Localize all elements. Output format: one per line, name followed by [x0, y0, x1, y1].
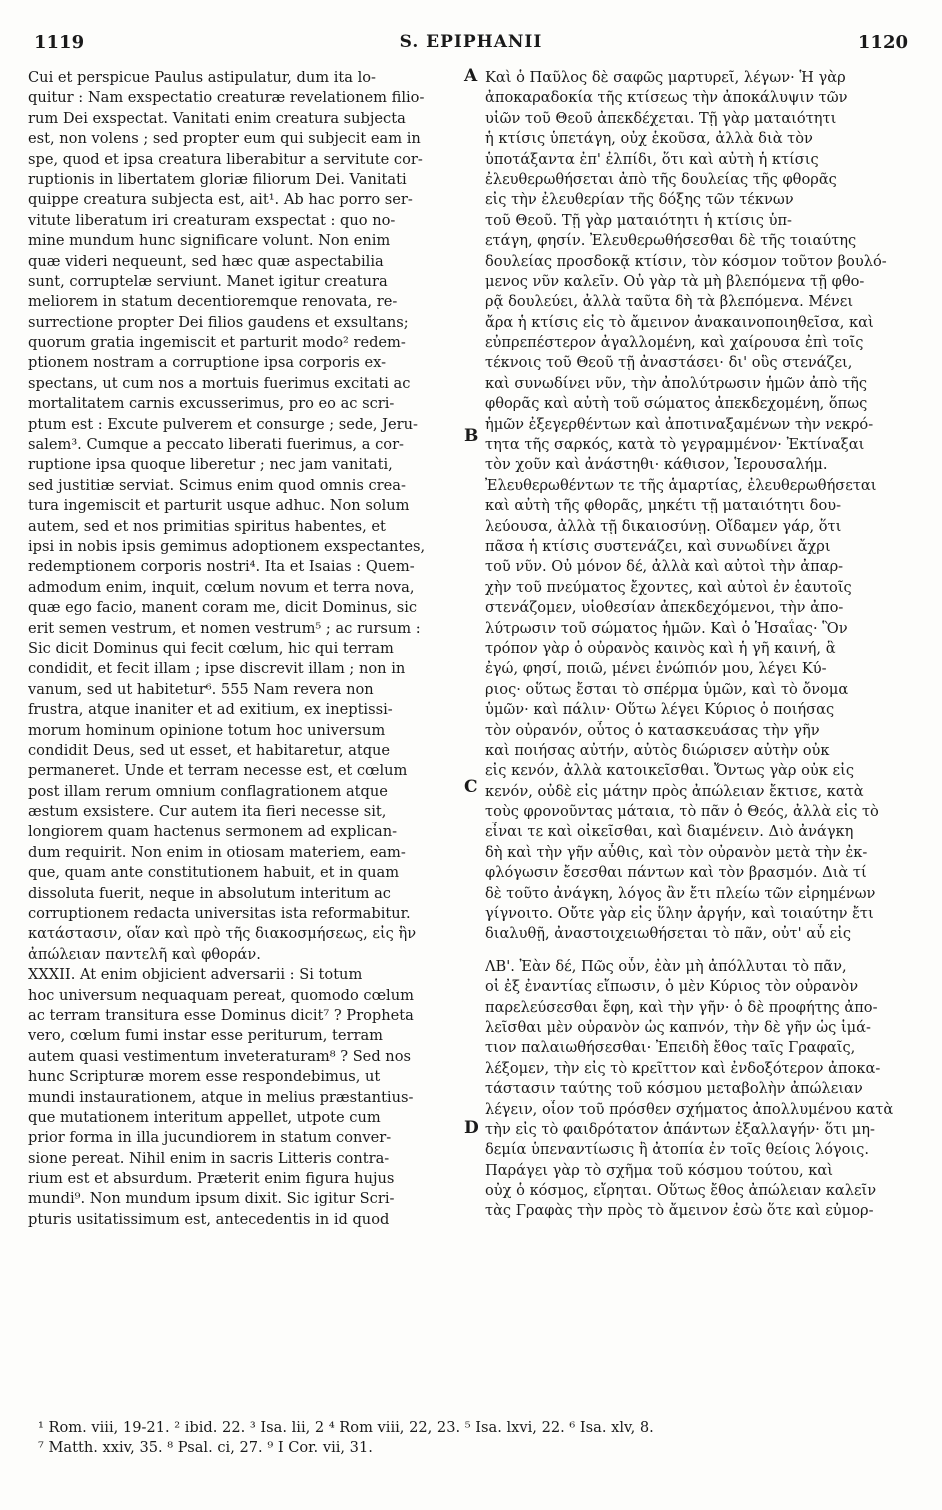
footnote-line: ⁷ Matth. xxiv, 35. ⁸ Psal. ci, 27. ⁹ I Cor. vii, 31.	[38, 1439, 373, 1456]
text-line: εὐπρεπέστερον ἀγαλλομένη, καὶ χαίρουσα ἐπὶ τοῖς	[485, 334, 864, 352]
text-line: longiorem quam hactenus sermonem ad explican-	[28, 823, 398, 841]
footnote-line: ¹ Rom. viii, 19-21. ² ibid. 22. ³ Isa. lii, 2 ⁴ Rom viii, 22, 23. ⁵ Isa. lxvi, 22. ⁶ Isa. xlv, 8.	[38, 1419, 654, 1436]
text-line: λέγειν, οἷον τοῦ πρόσθεν σχήματος ἀπολλυμένου κατὰ	[485, 1100, 894, 1118]
text-line: permaneret. Unde et terram necesse est, et cœlum	[28, 762, 408, 780]
text-line: τὴν εἰς τὸ φαιδρότατον ἁπάντων ἐξαλλαγήν· ὅτι μη-	[485, 1120, 875, 1138]
text-line: τάστασιν ταύτης τοῦ κόσμου μεταβολὴν ἀπώλειαν	[485, 1080, 863, 1098]
text-line: γίγνοιτο. Οὔτε γὰρ εἰς ὕλην ἀργήν, καὶ τοιαύτην ἔτι	[485, 905, 874, 923]
text-line: rium est et absurdum. Præterit enim figura hujus	[28, 1170, 395, 1188]
text-line: hoc universum nequaquam pereat, quomodo cœlum	[28, 986, 414, 1004]
text-line: spe, quod et ipsa creatura liberabitur a servitute cor-	[28, 150, 423, 168]
column-marker-a: A	[464, 66, 478, 86]
running-title: S. EPIPHANII	[399, 32, 543, 52]
text-line: autem, sed et nos primitias spiritus habentes, et	[28, 517, 386, 535]
text-line: ἐγώ, φησί, ποιῶ, μένει ἐνώπιόν μου, λέγει Κύ-	[485, 660, 827, 678]
text-line: æstum exsistere. Cur autem ita fieri necesse sit,	[28, 803, 387, 821]
text-line: hunc Scripturæ morem esse respondebimus, ut	[28, 1068, 381, 1086]
column-marker-c: C	[464, 777, 478, 797]
text-line: καὶ συνωδίνει νῦν, τὴν ἀπολύτρωσιν ἡμῶν ἀπὸ τῆς	[485, 374, 868, 392]
text-line: τοὺς φρονοῦντας μάταια, τὸ πᾶν ὁ Θεός, ἀλλὰ εἰς τὸ	[485, 803, 879, 821]
text-line: εἰς τὴν ἐλευθερίαν τῆς δόξης τῶν τέκνων	[485, 191, 794, 209]
text-line: ρᾷ δουλεύει, ἀλλὰ ταῦτα δὴ τὰ βλεπόμενα. Μένει	[485, 293, 854, 311]
text-line: δεμία ὑπεναντίωσις ἢ ἀτοπία ἐν τοῖς θείοις λόγοις.	[485, 1141, 869, 1159]
text-line: δὲ τοῦτο ἀνάγκη, λόγος ἂν ἔτι πλείω τῶν εἰρημένων	[485, 884, 876, 902]
text-line: λεύουσα, ἀλλὰ τῇ δικαιοσύνῃ. Οἴδαμεν γάρ, ὅτι	[485, 517, 842, 535]
text-line: meliorem in statum decentioremque renovata, re-	[28, 293, 398, 311]
text-line: condidit, et fecit illam ; ipse discrevit illam ; non in	[28, 660, 406, 678]
text-line: δουλείας προσδοκᾷ κτίσιν, τὸν κόσμον τοῦτον βουλό-	[485, 252, 887, 270]
text-line: ὑμῶν· καὶ πάλιν· Οὕτω λέγει Κύριος ὁ ποιήσας	[485, 701, 835, 719]
text-line: υἱῶν τοῦ Θεοῦ ἀπεκδέχεται. Τῇ γὰρ ματαιότητι	[485, 109, 837, 127]
text-line: dissoluta fuerit, neque in absolutum interitum ac	[28, 884, 391, 902]
text-line: τρόπον γὰρ ὁ οὐρανὸς καινὸς καὶ ἡ γῆ καινή, ἃ	[485, 639, 836, 657]
text-line: τὸν οὐρανόν, οὗτος ὁ κατασκευάσας τὴν γῆν	[485, 721, 820, 739]
text-line: frustra, atque inaniter et ad exitium, ex ineptissi-	[28, 701, 393, 719]
text-line: λεῖσθαι μὲν οὐρανὸν ὡς καπνόν, τὴν δὲ γῆν ὡς ἱμά-	[485, 1018, 871, 1036]
text-line: καὶ ποιήσας αὐτήν, αὐτὸς διώρισεν αὐτὴν οὐκ	[485, 741, 830, 759]
text-line: salem³. Cumque a peccato liberati fuerimus, a cor-	[28, 436, 404, 454]
text-line: Cui et perspicue Paulus astipulatur, dum ita lo-	[28, 69, 376, 86]
text-line: vero, cœlum fumi instar esse periturum, terram	[28, 1027, 384, 1045]
text-line: λέξομεν, τὴν εἰς τὸ κρεῖττον καὶ ἐνδοξότερον ἀποκα-	[485, 1059, 881, 1077]
text-line: ptionem nostram a corruptione ipsa corporis ex-	[28, 354, 387, 372]
text-line: pturis usitatissimum est, antecedentis in id quod	[28, 1210, 390, 1228]
text-line: ruptione ipsa quoque liberetur ; nec jam vanitati,	[28, 456, 393, 474]
text-line: ετάγη, φησίν. Ἐλευθερωθήσεσθαι δὲ τῆς τοιαύτης	[485, 232, 857, 250]
text-line: ipsi in nobis ipsis gemimus adoptionem exspectantes,	[28, 537, 426, 555]
text-line: que, quam ante constitutionem habuit, et in quam	[28, 864, 400, 882]
text-line: quitur : Nam exspectatio creaturæ revelationem filio-	[28, 89, 425, 107]
text-line: ac terram transitura esse Dominus dicit⁷ ? Propheta	[28, 1006, 414, 1024]
text-line: corruptionem redacta universitas ista reformabitur.	[28, 905, 411, 923]
text-line: spectans, ut cum nos a mortuis fuerimus excitati ac	[28, 374, 411, 392]
text-line: rum Dei exspectat. Vanitati enim creatura subjecta	[28, 109, 406, 127]
text-line: ἀποκαραδοκία τῆς κτίσεως τὴν ἀποκάλυψιν τῶν	[485, 89, 848, 107]
text-line: erit semen vestrum, et nomen vestrum⁵ ; ac rursum :	[28, 619, 421, 637]
text-line: φλόγωσιν ἔσεσθαι πάντων καὶ τὸν βρασμόν. Διὰ τί	[485, 864, 867, 882]
text-line: τὸν χοῦν καὶ ἀνάστηθι· κάθισον, Ἱερουσαλήμ.	[485, 456, 828, 474]
text-line: ἐλευθερωθήσεται ἀπὸ τῆς δουλείας τῆς φθορᾶς	[485, 170, 837, 188]
text-line: τοῦ νῦν. Οὐ μόνον δέ, ἀλλὰ καὶ αὐτοὶ τὴν ἀπαρ-	[485, 558, 844, 576]
text-line: tura ingemiscit et parturit usque adhuc. Non solum	[28, 497, 410, 515]
text-line: τιον παλαιωθήσεσθαι· Ἐπειδὴ ἔθος ταῖς Γραφαῖς,	[485, 1039, 856, 1057]
text-line: redemptionem corporis nostri⁴. Ita et Isaias : Quem-	[28, 558, 415, 576]
text-line: XXXII. At enim objicient adversarii : Si totum	[28, 966, 363, 984]
text-line: post illam rerum omnium conflagrationem atque	[28, 782, 388, 800]
text-line: τὰς Γραφὰς τὴν πρὸς τὸ ἄμεινον ἐσὼ ὅτε καὶ εὐμορ-	[485, 1202, 874, 1220]
text-line: mundi⁹. Non mundum ipsum dixit. Sic igitur Scri-	[28, 1190, 395, 1208]
text-line: μενος νῦν καλεῖν. Οὐ γὰρ τὰ μὴ βλεπόμενα τῇ φθο-	[485, 272, 865, 290]
text-line: τητα τῆς σαρκός, κατὰ τὸ γεγραμμένον· Ἐκτίναξαι	[485, 436, 865, 454]
text-line: εἰς κενόν, ἀλλὰ κατοικεῖσθαι. Ὄντως γὰρ οὐκ εἰς	[485, 762, 854, 780]
page-number-left: 1119	[34, 32, 85, 53]
latin-column	[28, 68, 460, 1230]
text-line: Ἐλευθερωθέντων τε τῆς ἁμαρτίας, ἐλευθερωθήσεται	[485, 476, 877, 494]
text-line: κενόν, οὐδὲ εἰς μάτην πρὸς ἀπώλειαν ἔκτισε, κατὰ	[485, 782, 864, 800]
text-line: φθορᾶς καὶ αὐτὴ τοῦ σώματος ἀπεκδεχομένη, ὅπως	[485, 395, 868, 413]
text-line: τοῦ Θεοῦ. Τῇ γὰρ ματαιότητι ἡ κτίσις ὑπ-	[485, 211, 792, 229]
text-line: χὴν τοῦ πνεύματος ἔχοντες, καὶ αὐτοὶ ἐν ἑαυτοῖς	[485, 578, 852, 596]
text-line: Καὶ ὁ Παῦλος δὲ σαφῶς μαρτυρεῖ, λέγων· Ἡ γὰρ	[485, 69, 846, 86]
text-line: sione pereat. Nihil enim in sacris Litteris contra-	[28, 1149, 390, 1167]
text-line: στενάζομεν, υἱοθεσίαν ἀπεκδεχόμενοι, τὴν ἀπο-	[485, 599, 844, 617]
text-line: διαλυθῇ, ἀναστοιχειωθήσεται τὸ πᾶν, οὐτ' αὖ εἰς	[485, 925, 852, 943]
text-line: surrectione propter Dei filios gaudens et exsultans;	[28, 313, 409, 331]
text-line: λύτρωσιν τοῦ σώματος ἡμῶν. Καὶ ὁ Ἡσαΐας· Ὃν	[485, 619, 848, 637]
text-line: εἶναι τε καὶ οἰκεῖσθαι, καὶ διαμένειν. Διὸ ἀνάγκη	[485, 823, 854, 841]
page-header	[34, 24, 908, 64]
text-line: καὶ αὐτὴ τῆς φθορᾶς, μηκέτι τῇ ματαιότητι δου-	[485, 497, 842, 515]
text-line: τέκνοις τοῦ Θεοῦ τῇ ἀναστάσει· δι' οὓς στενάζει,	[485, 354, 853, 372]
text-line: δὴ καὶ τὴν γῆν αὖθις, καὶ τὸν οὐρανὸν μετὰ τὴν ἐκ-	[485, 843, 868, 861]
column-marker-b: B	[464, 426, 479, 446]
text-line: ὑποτάξαντα ἐπ' ἐλπίδι, ὅτι καὶ αὐτὴ ἡ κτίσις	[485, 150, 819, 168]
greek-column	[485, 68, 897, 1222]
text-line: quæ ego facio, manent coram me, dicit Dominus, sic	[28, 599, 418, 617]
text-line: est, non volens ; sed propter eum qui subjecit eam in	[28, 130, 421, 148]
text-line: mundi instaurationem, atque in melius præstantius-	[28, 1088, 414, 1106]
text-line: morum hominum opinione totum hoc universum	[28, 721, 386, 739]
text-line: ἡ κτίσις ὑπετάγη, οὐχ ἑκοῦσα, ἀλλὰ διὰ τὸν	[485, 130, 813, 148]
text-line: mortalitatem carnis excusserimus, pro eo ac scri-	[28, 395, 395, 413]
text-line: ἀπώλειαν παντελῆ καὶ φθοράν.	[28, 945, 261, 963]
text-line: quæ videri nequeunt, sed hæc quæ aspectabilia	[28, 252, 384, 270]
column-marker-d: D	[464, 1118, 479, 1138]
page-number-right: 1120	[857, 32, 908, 53]
text-line: παρελεύσεσθαι ἔφη, καὶ τὴν γῆν· ὁ δὲ προφήτης ἀπο-	[485, 998, 878, 1016]
text-line: admodum enim, inquit, cœlum novum et terra nova,	[28, 578, 415, 596]
text-line: prior forma in illa jucundiorem in statum conver-	[28, 1129, 392, 1147]
text-line: sunt, corruptelæ serviunt. Manet igitur creatura	[28, 272, 388, 290]
text-line: ptum est : Excute pulverem et consurge ; sede, Jeru-	[28, 415, 418, 433]
text-line: ριος· οὕτως ἔσται τὸ σπέρμα ὑμῶν, καὶ τὸ ὄνομα	[485, 680, 849, 698]
text-line: vitute liberatum iri creaturam exspectat : quo no-	[28, 211, 396, 229]
text-line: ἡμῶν ἐξεγερθέντων καὶ ἀποτιναξαμένων τὴν νεκρό-	[485, 415, 874, 433]
text-line: vanum, sed ut habitetur⁶. 555 Nam revera non	[28, 680, 374, 698]
text-line: κατάστασιν, οἵαν καὶ πρὸ τῆς διακοσμήσεως, εἰς ἣν	[28, 925, 417, 943]
text-line: quorum gratia ingemiscit et parturit modo² redem-	[28, 334, 406, 352]
text-line: sed justitiæ serviat. Scimus enim quod omnis crea-	[28, 476, 406, 494]
text-line: condidit Deus, sed ut esset, et habitaretur, atque	[28, 741, 391, 759]
text-line: autem quasi vestimentum inveteraturam⁸ ? Sed nos	[28, 1047, 411, 1065]
text-line: πᾶσα ἡ κτίσις συστενάζει, καὶ συνωδίνει ἄχρι	[485, 537, 831, 555]
footnotes	[38, 1418, 902, 1458]
text-line: Παράγει γὰρ τὸ σχῆμα τοῦ κόσμου τούτου, καὶ	[485, 1161, 833, 1179]
text-line: mine mundum hunc significare volunt. Non enim	[28, 232, 391, 250]
text-line: ruptionis in libertatem gloriæ filiorum Dei. Vanitati	[28, 170, 407, 188]
text-line: οὐχ ὁ κόσμος, εἴρηται. Οὕτως ἔθος ἀπώλειαν καλεῖν	[485, 1182, 877, 1200]
text-line: quippe creatura subjecta est, ait¹. Ab hac porro ser-	[28, 191, 413, 209]
text-line: dum requirit. Non enim in otiosam materiem, eam-	[28, 843, 406, 861]
text-line: ΛΒ'. Ἐὰν δέ, Πῶς οὖν, ἐὰν μὴ ἀπόλλυται τὸ πᾶν,	[485, 957, 847, 975]
text-line: ἄρα ἡ κτίσις εἰς τὸ ἄμεινον ἀνακαινοποιηθεῖσα, καὶ	[485, 313, 874, 331]
text-line: Sic dicit Dominus qui fecit cœlum, hic qui terram	[28, 639, 394, 657]
text-line: que mutationem interitum appellet, utpote cum	[28, 1108, 381, 1126]
text-line: οἱ ἐξ ἐναντίας εἴπωσιν, ὁ μὲν Κύριος τὸν οὐρανὸν	[485, 978, 859, 996]
